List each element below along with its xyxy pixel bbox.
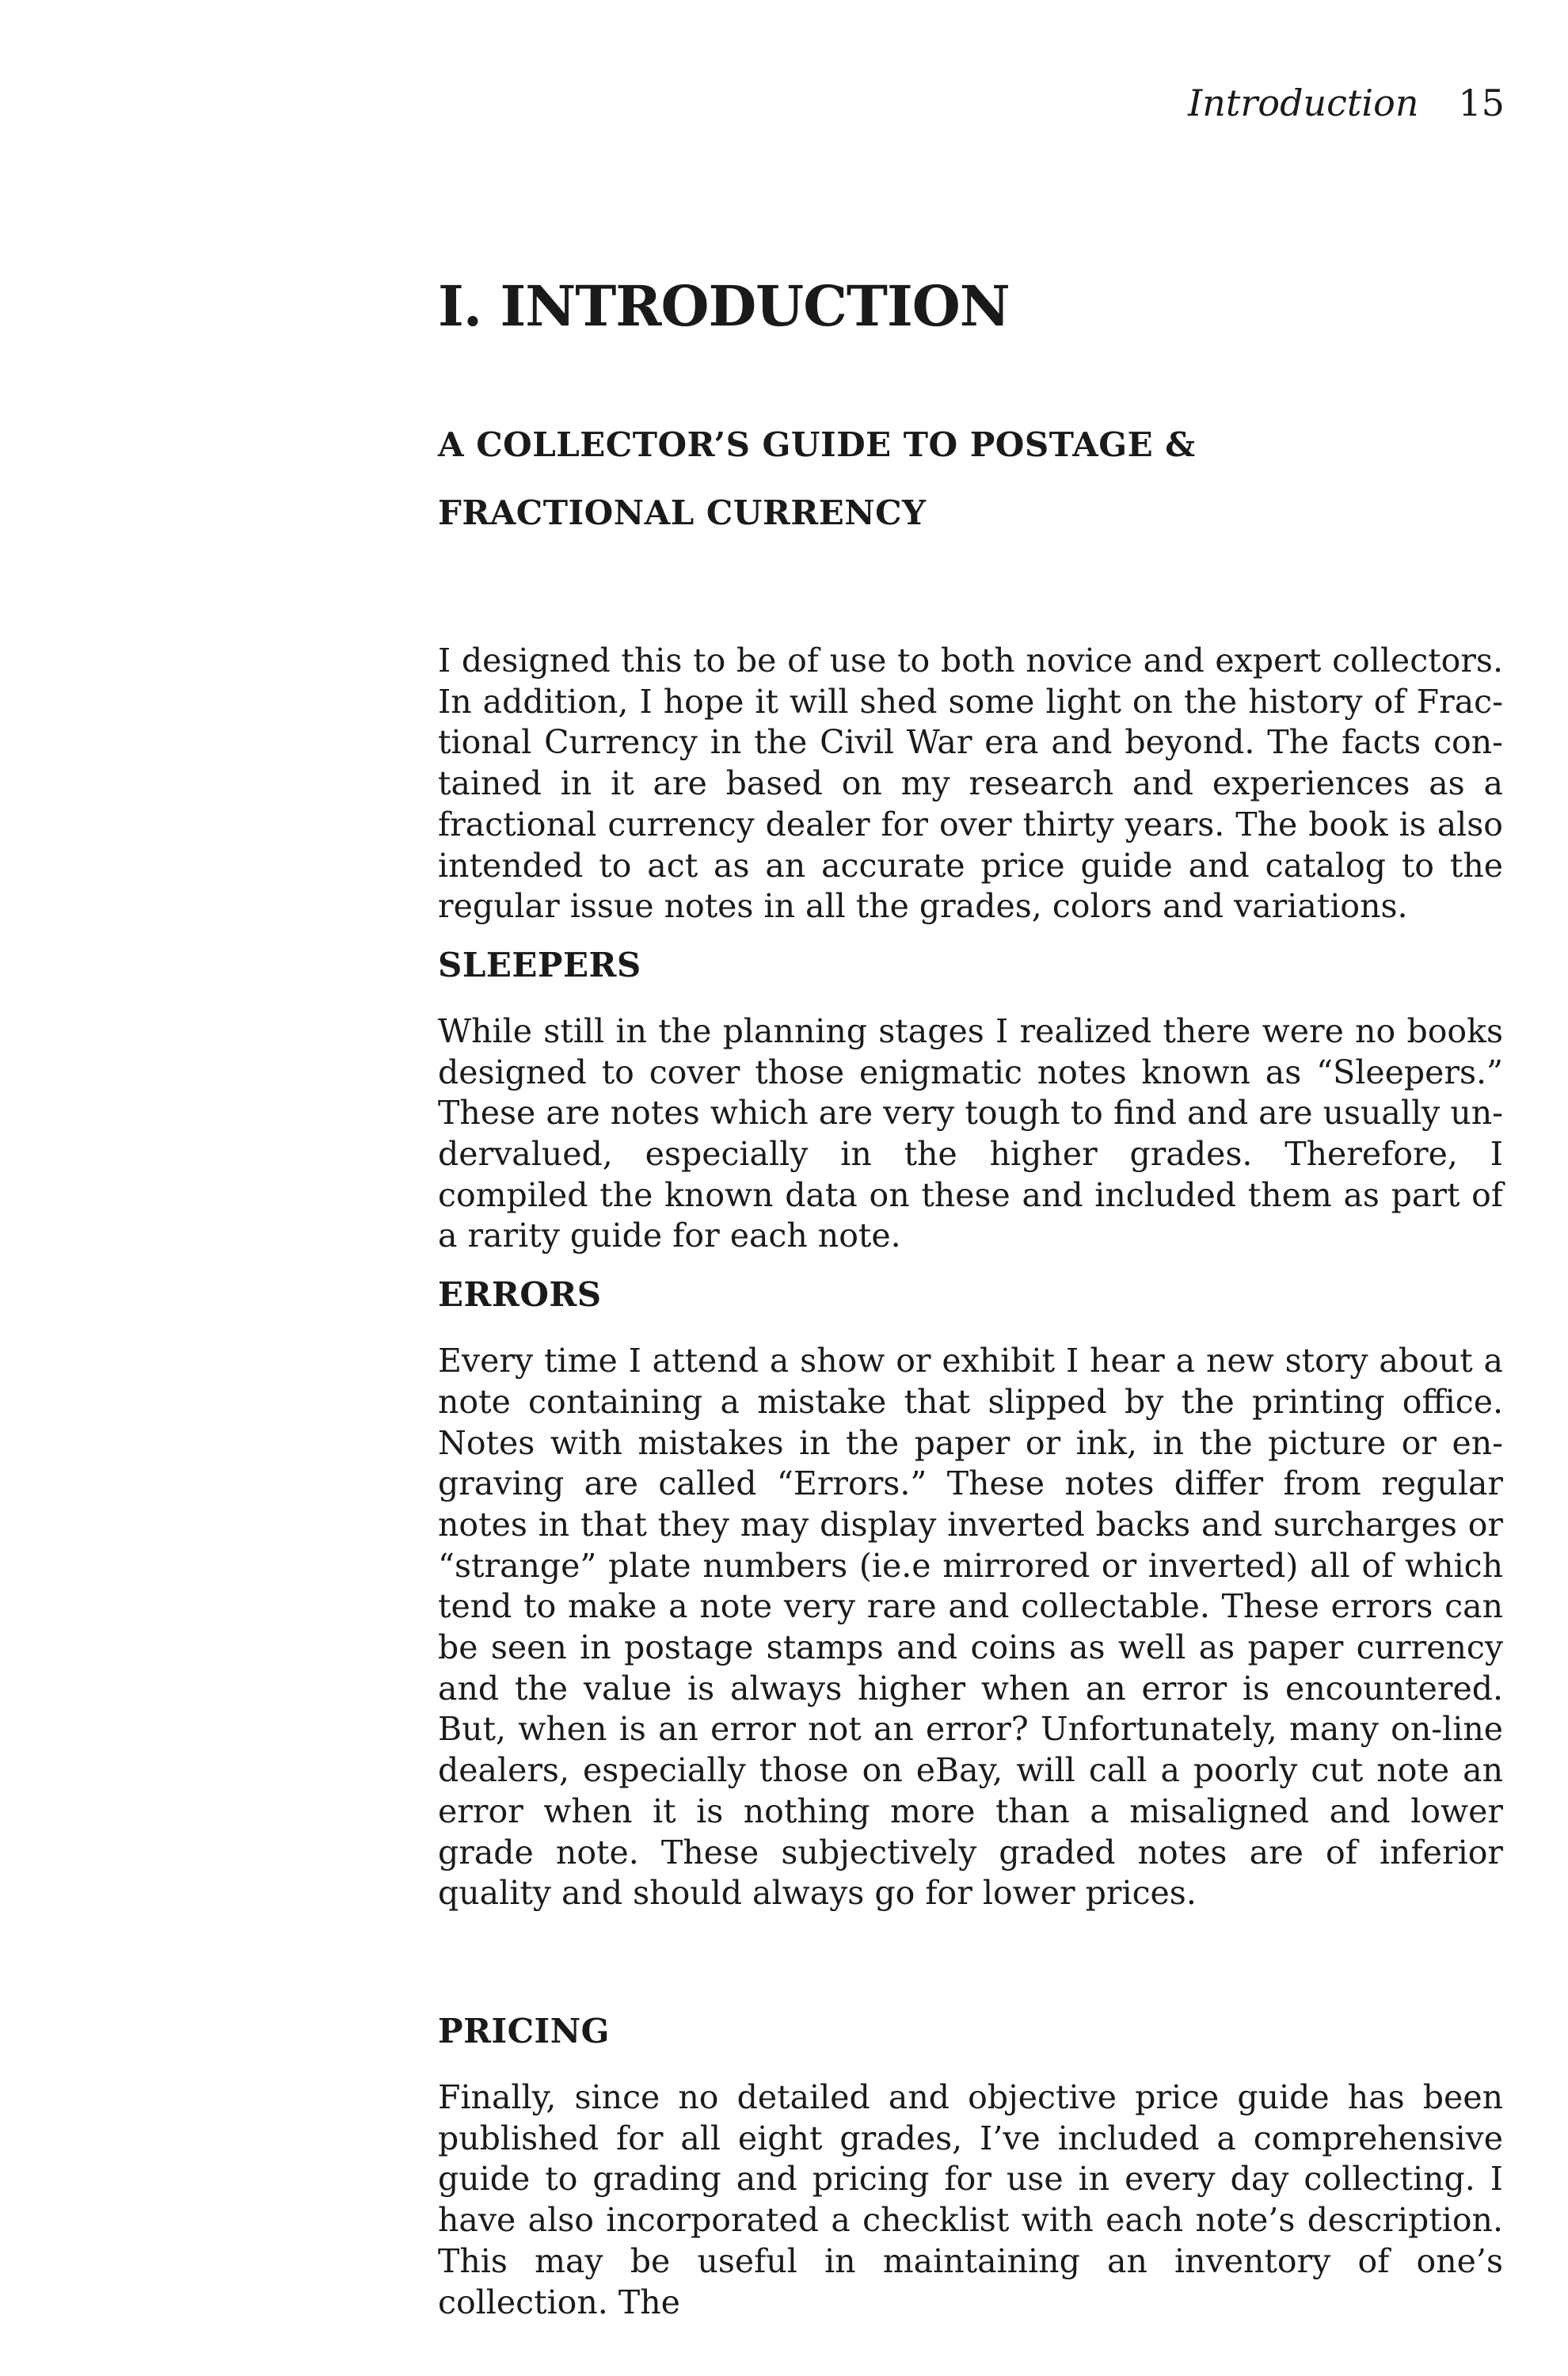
page-number: 15 [1458,82,1505,124]
errors-heading: ERRORS [438,1275,602,1315]
page-content [438,273,1503,2323]
running-head [1188,79,1505,127]
pricing-heading: PRICING [438,2011,610,2050]
book-title-line-1: A COLLECTOR’S GUIDE TO POSTAGE & [438,425,1196,464]
sleepers-paragraph: While still in the planning stages I realized there were no books designed to cover those enigmatic notes known as “Sleepers.” These are notes which are very tough to find and are usually undervalued, especially in the higher grades. Therefore, I compiled the known data on these and included them as part of a rarity guide for each note. [438,1011,1503,1255]
pricing-paragraph: Finally, since no detailed and objective price guide has been published for all eight grades, I’ve included a comprehensive guide to grading and pricing for use in every day collecting. I have also incorporated a checklist with each note’s description. This may be useful in maintaining an inventory of one’s collection. The [438,2077,1503,2321]
errors-paragraph: Every time I attend a show or exhibit I hear a new story about a note containing a mistake that slipped by the printing office. Notes with mistakes in the paper or ink, in the picture or engraving are called “Errors.” These notes differ from regular notes in that they may display inverted backs and surcharges or “strange” plate numbers (ie.e mirrored or inverted) all of which tend to make a note very rare and collectable. These errors can be seen in postage stamps and coins as well as paper currency and the value is always higher when an error is encountered. But, when is an error not an error? Unfortunately, many on-line dealers, especially those on eBay, will call a poorly cut note an error when it is nothing more than a misaligned and lower grade note. These subjectively graded notes are of inferior quality and should always go for lower prices. [438,1342,1503,1913]
book-title-line-2: FRACTIONAL CURRENCY [438,493,927,532]
book-title [438,411,1503,547]
sleepers-heading: SLEEPERS [438,945,641,984]
intro-paragraph: I designed this to be of use to both novice and expert collectors. In addition, I hope it will shed some light on the history of Fractional Currency in the Civil War era and beyond. The facts contained in it are based on my research and experiences as a fractional currency dealer for over thirty years. The book is also intended to act as an accurate price guide and catalog to the regular issue notes in all the grades, colors and variations. [438,642,1503,926]
running-head-title: Introduction [1188,82,1419,124]
chapter-title: I. INTRODUCTION [438,273,1010,339]
